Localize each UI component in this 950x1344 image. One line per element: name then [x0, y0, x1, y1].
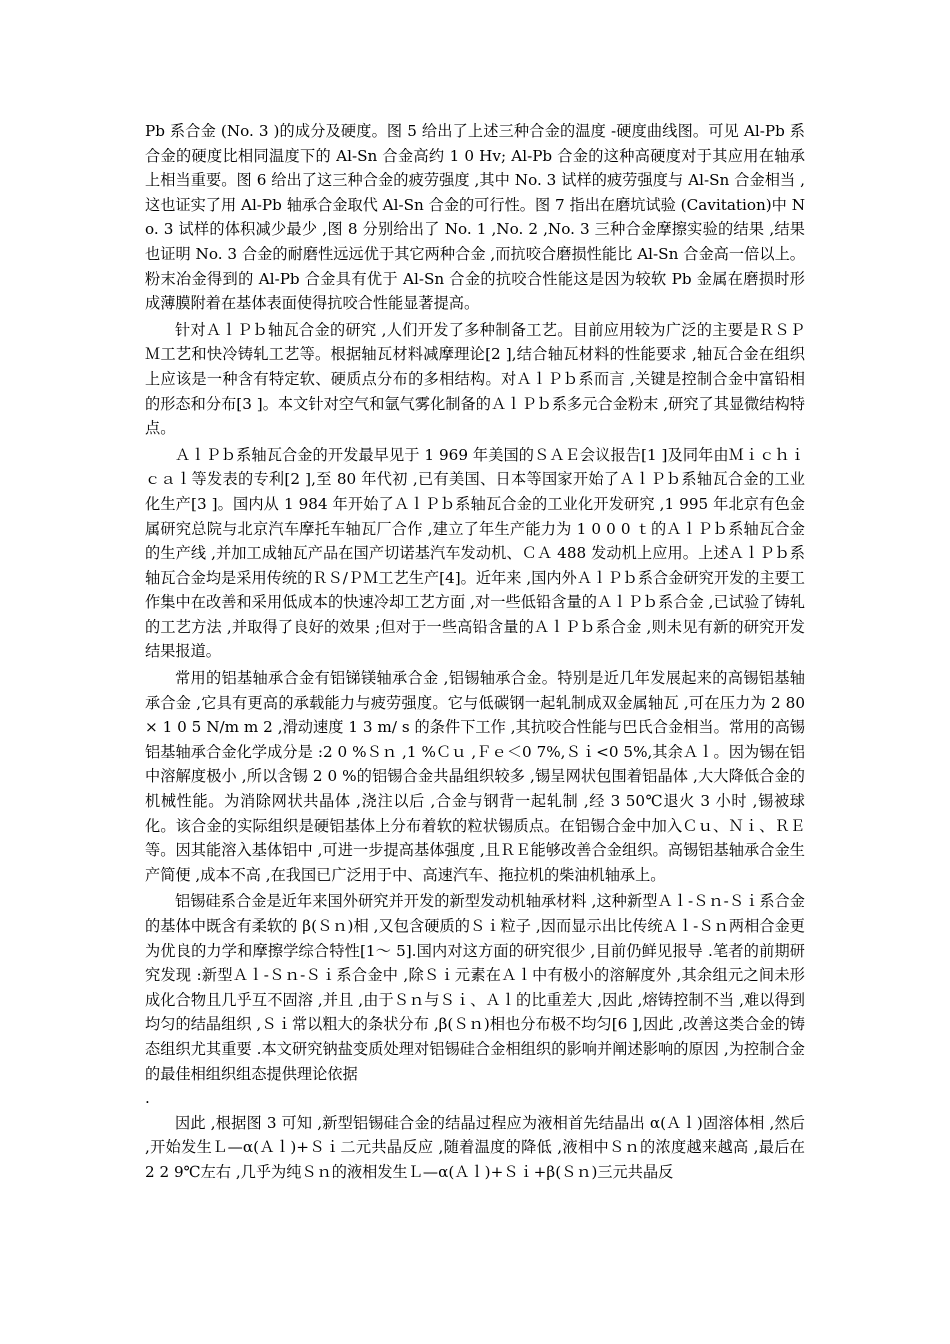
- paragraph-development-history: ＡｌＰｂ系轴瓦合金的开发最早见于 1 969 年美国的ＳＡＥ会议报告[1 ]及同年由Ｍｉｃｈｉｃａｌ等发表的专利[2 ],至 80 年代初 ,已有美国、日本等国家开始了ＡｌＰｂ系轴瓦合金的工业化生产[3 ]。国内从 1 984 年开始了ＡｌＰｂ系轴瓦合金的工业化开发研究 ,1 995 年北京有色金属研究总院与北京汽车摩托车轴瓦厂合作 ,建立了年生产能力为 1 0 0 0 ｔ的ＡｌＰｂ系轴瓦合金的生产线 ,并加工成轴瓦产品在国产切诺基汽车发动机、ＣＡ 488 发动机上应用。上述ＡｌＰｂ系轴瓦合金均是采用传统的ＲＳ/ＰＭ工艺生产[4]。近年来 ,国内外ＡｌＰｂ系合金研究开发的主要工作集中在改善和采用低成本的快速冷却工艺方面 ,对一些低铅含量的ＡｌＰｂ系合金 ,已试验了铸轧的工艺方法 ,并取得了良好的效果 ;但对于一些高铅含量的ＡｌＰｂ系合金 ,则未见有新的研究开发结果报道。: [145, 445, 805, 661]
- paragraph-preparation-process: 针对ＡｌＰｂ轴瓦合金的研究 ,人们开发了多种制备工艺。目前应用较为广泛的主要是ＲＳＰＭ工艺和快冷铸轧工艺等。根据轴瓦材料减摩理论[2 ],结合轴瓦材料的性能要求 ,轴瓦合金在组织上应该是一种含有特定软、硬质点分布的多相结构。对ＡｌＰｂ系而言 ,关键是控制合金中富铅相的形态和分布[3 ]。本文针对空气和氩气雾化制备的ＡｌＰｂ系多元合金粉末 ,研究了其显微结构特点。: [145, 320, 805, 438]
- paragraph-crystallization: 因此 ,根据图 3 可知 ,新型铝锡硅合金的结晶过程应为液相首先结晶出 α(Ａｌ)固溶体相 ,然后 ,开始发生Ｌ—α(Ａｌ)+Ｓｉ二元共晶反应 ,随着温度的降低 ,液相中Ｓｎ的浓度越来越高 ,最后在 2 2 9℃左右 ,几乎为纯Ｓｎ的液相发生Ｌ—α(Ａｌ)+Ｓｉ+β(Ｓｎ)三元共晶反: [145, 1113, 805, 1181]
- paragraph-high-tin-alloy: 常用的铝基轴承合金有铝锑镁轴承合金 ,铝锡轴承合金。特别是近几年发展起来的高锡铝基轴承合金 ,它具有更高的承载能力与疲劳强度。它与低碳钢一起轧制成双金属轴瓦 ,可在压力为 2 80× 1 0 5 N/m m 2 ,滑动速度 1 3 m/ s 的条件下工作 ,其抗咬合性能与巴氏合金相当。常用的高锡铝基轴承合金化学成分是 :2 0 %Ｓｎ ,1 %Ｃｕ ,Ｆｅ＜0 7%,Ｓｉ<0 5%,其余Ａｌ。因为锡在铝中溶解度极小 ,所以含锡 2 0 %的铝锡合金共晶组织较多 ,锡呈网状包围着铝晶体 ,大大降低合金的机械性能。为消除网状共晶体 ,浇注以后 ,合金与钢背一起轧制 ,经 3 50℃退火 3 小时 ,锡被球化。该合金的实际组织是硬铝基体上分布着软的粒状锡质点。在铝锡合金中加入Ｃｕ、Ｎｉ、ＲＥ等。因其能溶入基体铝中 ,可进一步提高基体强度 ,且ＲＥ能够改善合金组织。高锡铝基轴承合金生产简便 ,成本不高 ,在我国已广泛用于中、高速汽车、拖拉机的柴油机轴承上。: [145, 669, 805, 884]
- paragraph-alpb-properties: Pb 系合金 (No. 3 )的成分及硬度。图 5 给出了上述三种合金的温度 -硬度曲线图。可见 Al-Pb 系合金的硬度比相同温度下的 Al-Sn 合金高约 1 0 Hv; Al-Pb 合金的这种高硬度对于其应用在轴承上相当重要。图 6 给出了这三种合金的疲劳强度 ,其中 No. 3 试样的疲劳强度与 Al-Sn 合金相当 ,这也证实了用 Al-Pb 轴承合金取代 Al-Sn 合金的可行性。图 7 指出在磨坑试验 (Cavitation)中 No. 3 试样的体积减少最少 ,图 8 分别给出了 No. 1 ,No. 2 ,No. 3 三种合金摩擦实验的结果 ,结果也证明 No. 3 合金的耐磨性远远优于其它两种合金 ,而抗咬合磨损性能比 Al-Sn 合金高一倍以上。粉末冶金得到的 Al-Pb 合金具有优于 Al-Sn 合金的抗咬合性能这是因为较软 Pb 金属在磨损时形成薄膜附着在基体表面使得抗咬合性能显著提高。: [145, 122, 805, 313]
- paragraph-al-sn-si-alloy: 铝锡硅系合金是近年来国外研究并开发的新型发动机轴承材料 ,这种新型Ａｌ-Ｓｎ-Ｓｉ系合金的基体中既含有柔软的 β(Ｓｎ)相 ,又包含硬质的Ｓｉ粒子 ,因而显示出比传统Ａｌ-Ｓｎ两相合金更为优良的力学和摩擦学综合特性[1～ 5].国内对这方面的研究很少 ,目前仍鲜见报导 .笔者的前期研究发现 :新型Ａｌ-Ｓｎ-Ｓｉ系合金中 ,除Ｓｉ元素在Ａｌ中有极小的溶解度外 ,其余组元之间未形成化合物且几乎互不固溶 ,并且 ,由于Ｓｎ与Ｓｉ、Ａｌ的比重差大 ,因此 ,熔铸控制不当 ,难以得到均匀的结晶组织 ,Ｓｉ常以粗大的条状分布 ,β(Ｓｎ)相也分布极不均匀[6 ],因此 ,改善这类合金的铸态组织尤其重要 .本文研究钠盐变质处理对铝锡硅合金相组织的影响并阐述影响的原因 ,为控制合金的最佳相组织组态提供理论依据: [145, 892, 805, 1083]
- article-body: [145, 119, 805, 1185]
- paragraph-trailing-period: .: [145, 1089, 150, 1108]
